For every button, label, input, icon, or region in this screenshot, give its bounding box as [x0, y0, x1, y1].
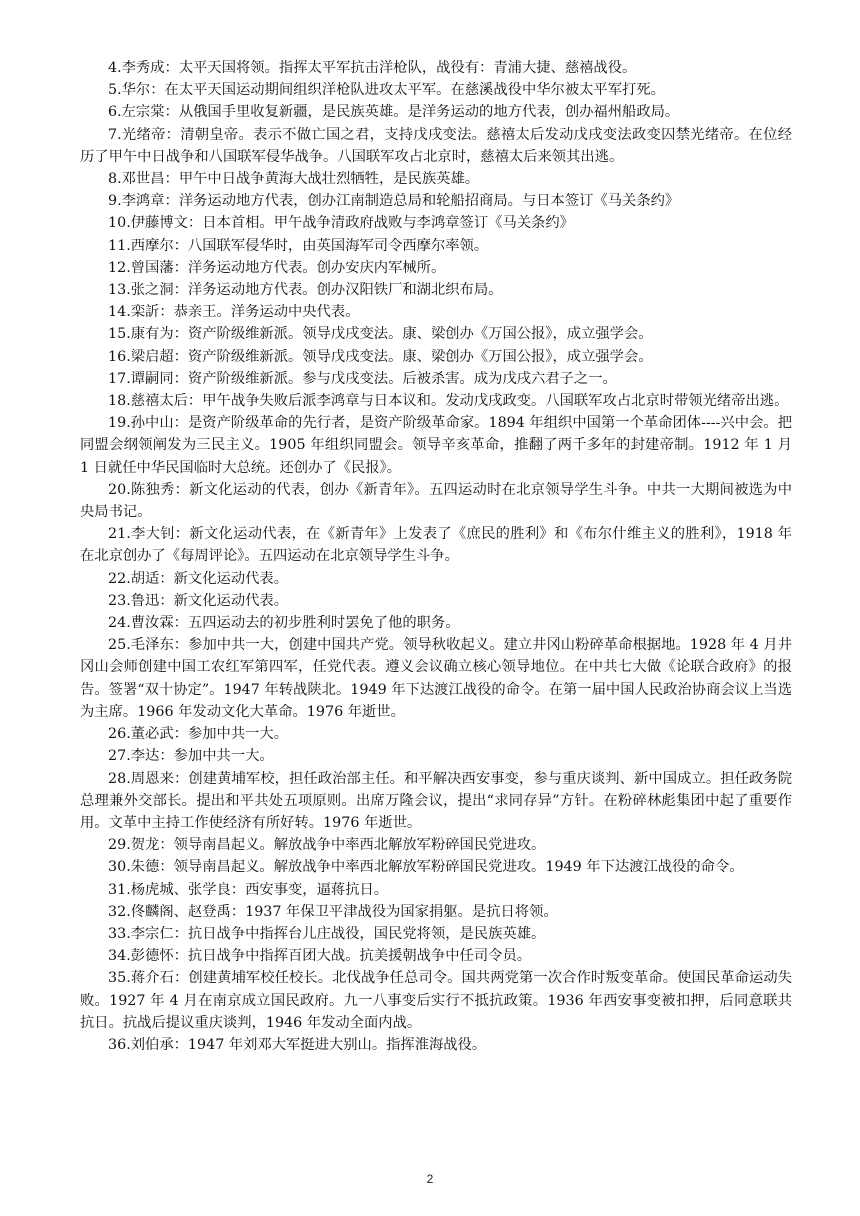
entry-paragraph: 8.邓世昌：甲午中日战争黄海大战壮烈牺牲，是民族英雄。 — [108, 171, 480, 188]
entry-paragraph: 7.光绪帝：清朝皇帝。表示不做亡国之君，支持戊戌变法。慈禧太后发动戊戌变法政变囚禁光绪帝。在位经历了甲午中日战争和八国联军侵华战争。八国联军攻占北京时，慈禧太后来领其出逃。 — [80, 126, 792, 165]
entry-paragraph: 21.李大钊：新文化运动代表，在《新青年》上发表了《庶民的胜利》和《布尔什维主义的胜利》，1918 年在北京创办了《每周评论》。五四运动在北京领导学生斗争。 — [80, 526, 792, 565]
entry-paragraph: 31.杨虎城、张学良：西安事变，逼蒋抗日。 — [108, 881, 389, 898]
entry-paragraph: 25.毛泽东：参加中共一大，创建中国共产党。领导秋收起义。建立井冈山粉碎革命根据地。1928 年 4 月井冈山会师创建中国工农红军第四军，任党代表。遵义会议确立核心领导地位。在中共七大做《论联合政府》的报告。签署“双十协定”。1947 年转战陕北。1949 年下达渡江战役的命令。在第一届中国人民政治协商会议上当选为主席。1966 年发动文化大革命。1976 年逝世。 — [80, 637, 792, 720]
entry-paragraph: 5.华尔：在太平天国运动期间组织洋枪队进攻太平军。在慈溪战役中华尔被太平军打死。 — [108, 82, 665, 99]
entry-paragraph: 22.胡适：新文化运动代表。 — [108, 570, 289, 587]
entry-paragraph: 34.彭德怀：抗日战争中指挥百团大战。抗美援朝战争中任司令员。 — [108, 948, 532, 965]
entry-paragraph: 36.刘伯承：1947 年刘邓大军挺进大别山。指挥淮海战役。 — [108, 1036, 487, 1053]
entry-paragraph: 29.贺龙：领导南昌起义。解放战争中率西北解放军粉碎国民党进攻。 — [108, 837, 546, 854]
entry-paragraph: 24.曹汝霖：五四运动去的初步胜利时罢免了他的职务。 — [108, 615, 460, 632]
page-number: 2 — [426, 1172, 434, 1186]
entry-paragraph: 15.康有为：资产阶级维新派。领导戊戌变法。康、梁创办《万国公报》，成立强学会。 — [108, 326, 653, 343]
entry-paragraph: 18.慈禧太后：甲午战争失败后派李鸿章与日本议和。发动戊戌政变。八国联军攻占北京时带领光绪帝出逃。 — [108, 393, 789, 410]
entry-paragraph: 6.左宗棠：从俄国手里收复新疆，是民族英雄。是洋务运动的地方代表，创办福州船政局。 — [108, 104, 680, 121]
entry-paragraph: 27.李达：参加中共一大。 — [108, 748, 274, 765]
entry-paragraph: 20.陈独秀：新文化运动的代表，创办《新青年》。五四运动时在北京领导学生斗争。中共一大期间被选为中央局书记。 — [80, 481, 792, 521]
entry-paragraph: 11.西摩尔：八国联军侵华时，由英国海军司令西摩尔率领。 — [108, 237, 489, 254]
entry-paragraph: 14.栾訢：恭亲王。洋务运动中央代表。 — [108, 304, 360, 321]
document-body — [80, 57, 792, 1056]
entry-paragraph: 9.李鸿章：洋务运动地方代表，创办江南制造总局和轮船招商局。与日本签订《马关条约》 — [108, 193, 680, 210]
entry-paragraph: 35.蒋介石：创建黄埔军校任校长。北伐战争任总司令。国共两党第一次合作时叛变革命。使国民革命运动失败。1927 年 4 月在南京成立国民政府。九一八事变后实行不抵抗政策。1936 年西安事变被扣押，后同意联共抗日。抗战后提议重庆谈判，1946 年发动全面内战。 — [80, 970, 792, 1031]
entry-paragraph: 10.伊藤博文：日本首相。甲午战争清政府战败与李鸿章签订《马关条约》 — [108, 215, 574, 232]
entry-paragraph: 16.梁启超：资产阶级维新派。领导戊戌变法。康、梁创办《万国公报》，成立强学会。 — [108, 348, 653, 365]
entry-paragraph: 19.孙中山：是资产阶级革命的先行者，是资产阶级革命家。1894 年组织中国第一个革命团体----兴中会。把同盟会纲领阐发为三民主义。1905 年组织同盟会。领导辛亥革命，推翻了两千多年的封建帝制。1912 年 1 月 1 日就任中华民国临时大总统。还创办了《民报》。 — [80, 415, 792, 476]
entry-paragraph: 17.谭嗣同：资产阶级维新派。参与戊戌变法。后被杀害。成为戊戌六君子之一。 — [108, 370, 617, 387]
entry-paragraph: 26.董必武：参加中共一大。 — [108, 726, 289, 743]
entry-paragraph: 13.张之洞：洋务运动地方代表。创办汉阳铁厂和湖北织布局。 — [108, 282, 503, 299]
entry-paragraph: 28.周恩来：创建黄埔军校，担任政治部主任。和平解决西安事变，参与重庆谈判、新中国成立。担任政务院总理兼外交部长。提出和平共处五项原则。出席万隆会议，提出“求同存异”方针。在粉碎林彪集团中起了重要作用。文革中主持工作使经济有所好转。1976 年逝世。 — [80, 770, 792, 831]
entry-paragraph: 30.朱德：领导南昌起义。解放战争中率西北解放军粉碎国民党进攻。1949 年下达渡江战役的命令。 — [108, 859, 744, 876]
entry-paragraph: 23.鲁迅：新文化运动代表。 — [108, 592, 289, 609]
entry-paragraph: 32.佟麟阁、赵登禹：1937 年保卫平津战役为国家捐躯。是抗日将领。 — [108, 903, 558, 920]
entry-paragraph: 33.李宗仁：抗日战争中指挥台儿庄战役，国民党将领，是民族英雄。 — [108, 925, 546, 942]
entry-paragraph: 4.李秀成：太平天国将领。指挥太平军抗击洋枪队，战役有：青浦大捷、慈禧战役。 — [108, 60, 637, 76]
entry-paragraph: 12.曾国藩：洋务运动地方代表。创办安庆内军械所。 — [108, 259, 446, 276]
